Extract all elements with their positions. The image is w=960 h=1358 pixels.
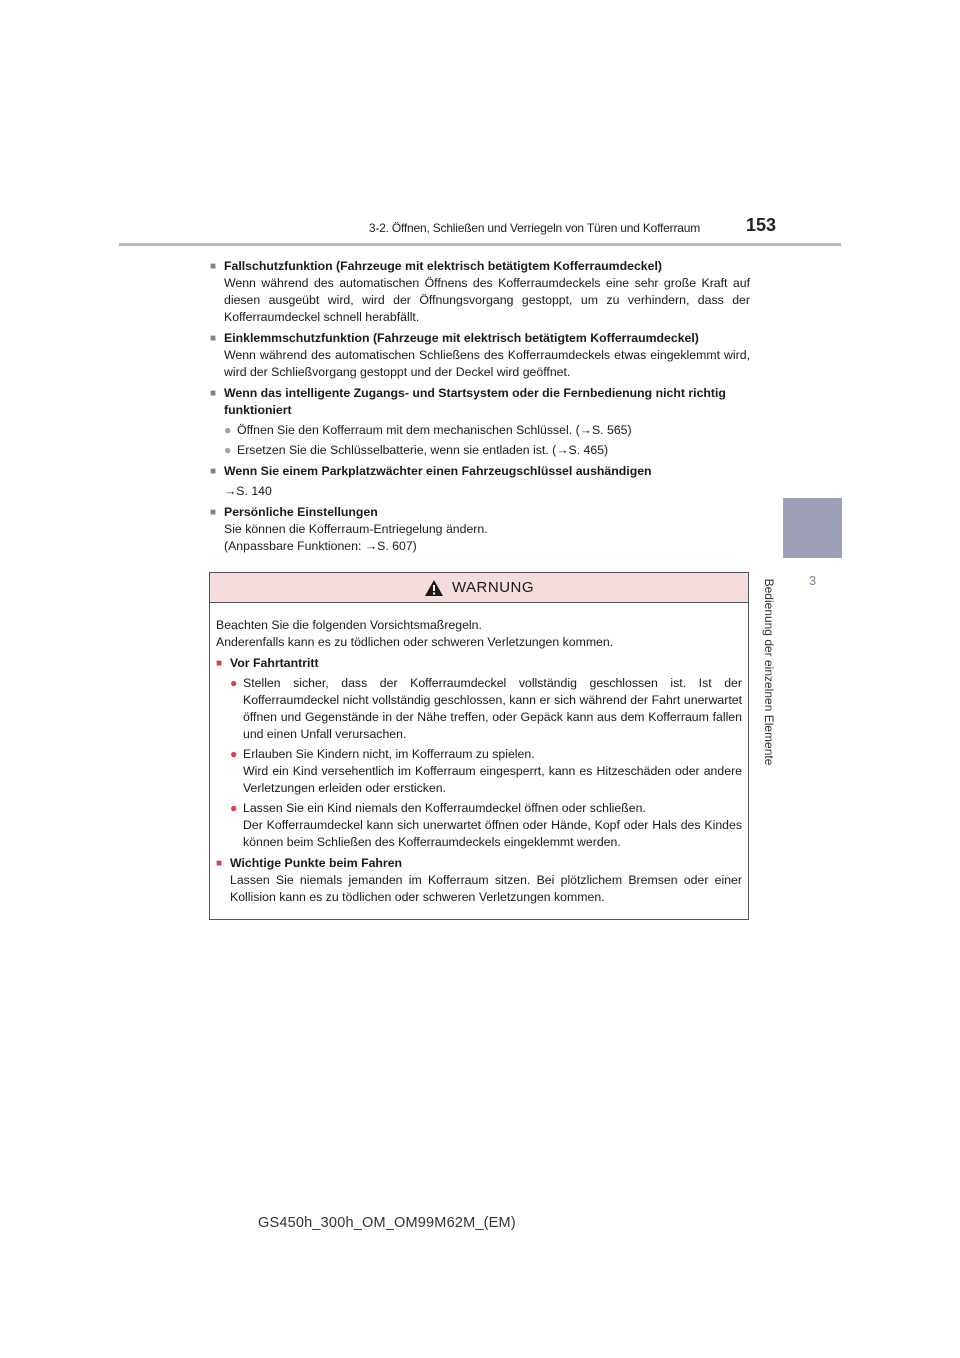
section-heading: Persönliche Einstellungen xyxy=(224,505,378,519)
warning-intro: Beachten Sie die folgenden Vorsichtsmaßregeln. xyxy=(216,618,482,632)
section-text: (Anpassbare Funktionen: →S. 607) xyxy=(224,539,417,553)
running-header: 3-2. Öffnen, Schließen und Verriegeln von Türen und Kofferraum xyxy=(368,221,700,235)
section-heading: Einklemmschutzfunktion (Fahrzeuge mit elektrisch betätigtem Kofferraumdeckel) xyxy=(224,331,699,345)
square-bullet-icon: ■ xyxy=(216,858,223,869)
main-content xyxy=(210,254,750,559)
section-text: Sie können die Kofferraum-Entriegelung ändern. xyxy=(224,522,488,536)
square-bullet-icon: ■ xyxy=(210,261,217,272)
warning-title: WARNUNG xyxy=(451,579,535,596)
warning-triangle-icon xyxy=(424,579,444,597)
chapter-label: Bedienung der einzelnen Elemente xyxy=(762,578,776,766)
section-einstellungen xyxy=(210,504,750,555)
warning-text: Lassen Sie niemals jemanden im Kofferraum sitzen. Bei plötzlichem Bremsen oder einer Kollision kann es zu tödlichen oder schweren Verletzungen kommen. xyxy=(230,873,742,904)
list-item: ● Öffnen Sie den Kofferraum mit dem mechanischen Schlüssel. (→S. 565) xyxy=(224,423,632,437)
section-heading: Wenn das intelligente Zugangs- und Startsystem oder die Fernbedienung nicht richtig funktioniert xyxy=(224,386,726,417)
chapter-number: 3 xyxy=(808,573,817,588)
warning-heading: Vor Fahrtantritt xyxy=(230,656,319,670)
chapter-tab xyxy=(783,498,842,558)
section-heading: Wenn Sie einem Parkplatzwächter einen Fahrzeugschlüssel aushändigen xyxy=(224,464,652,478)
document-code: GS450h_300h_OM_OM99M62M_(EM) xyxy=(258,1215,516,1231)
circle-bullet-icon: ● xyxy=(230,676,238,690)
page-number: 153 xyxy=(745,215,776,235)
square-bullet-icon: ■ xyxy=(210,333,217,344)
header-divider xyxy=(119,243,841,246)
warning-header xyxy=(210,573,748,603)
section-fernbedienung xyxy=(210,385,750,459)
square-bullet-icon: ■ xyxy=(210,507,217,518)
warning-heading: Wichtige Punkte beim Fahren xyxy=(230,856,403,870)
circle-bullet-icon: ● xyxy=(224,443,232,457)
section-parkplatzwaechter xyxy=(210,463,750,500)
list-item: ● Erlauben Sie Kindern nicht, im Kofferraum zu spielen. Wird ein Kind versehentlich im Kofferraum eingesperrt, kann es Hitzeschäden oder andere Verletzungen erleiden oder ersticken. xyxy=(230,747,742,795)
section-einklemmschutz xyxy=(210,330,750,381)
section-text: Wenn während des automatischen Öffnens des Kofferraumdeckels eine sehr große Kraft auf diesen ausgeübt wird, wird der Öffnungsvorgang gestoppt, um zu verhindern, dass der Kofferraumdeckel schnell herabfällt. xyxy=(224,276,750,324)
circle-bullet-icon: ● xyxy=(230,801,238,815)
section-fallschutz xyxy=(210,258,750,326)
list-item: ● Lassen Sie ein Kind niemals den Kofferraumdeckel öffnen oder schließen. Der Kofferraumdeckel kann sich unerwartet öffnen oder Hände, Kopf oder Hals des Kindes können beim Schließen des Kofferraumdeckels eingeklemmt werden. xyxy=(230,801,742,849)
list-item: ● Stellen sicher, dass der Kofferraumdeckel vollständig geschlossen ist. Ist der Kofferraumdeckel nicht vollständig geschlossen, kann er sich während der Fahrt unerwartet öffnen und Gegenstände in der Nähe treffen, oder Gepäck kann aus dem Kofferraum fallen und einen Unfall verursachen. xyxy=(230,676,742,741)
section-heading: Fallschutzfunktion (Fahrzeuge mit elektrisch betätigtem Kofferraumdeckel) xyxy=(224,259,662,273)
warning-intro: Anderenfalls kann es zu tödlichen oder schweren Verletzungen kommen. xyxy=(216,635,614,649)
circle-bullet-icon: ● xyxy=(230,747,238,761)
square-bullet-icon: ■ xyxy=(216,658,223,669)
circle-bullet-icon: ● xyxy=(224,423,232,437)
square-bullet-icon: ■ xyxy=(210,466,217,477)
page-reference: →S. 140 xyxy=(224,484,272,498)
warning-body xyxy=(210,603,748,906)
warning-box xyxy=(209,572,749,920)
square-bullet-icon: ■ xyxy=(210,388,217,399)
list-item: ● Ersetzen Sie die Schlüsselbatterie, wenn sie entladen ist. (→S. 465) xyxy=(224,443,609,457)
section-text: Wenn während des automatischen Schließens des Kofferraumdeckels etwas eingeklemmt wird, wird der Schließvorgang gestoppt und der Deckel wird geöffnet. xyxy=(224,348,750,379)
